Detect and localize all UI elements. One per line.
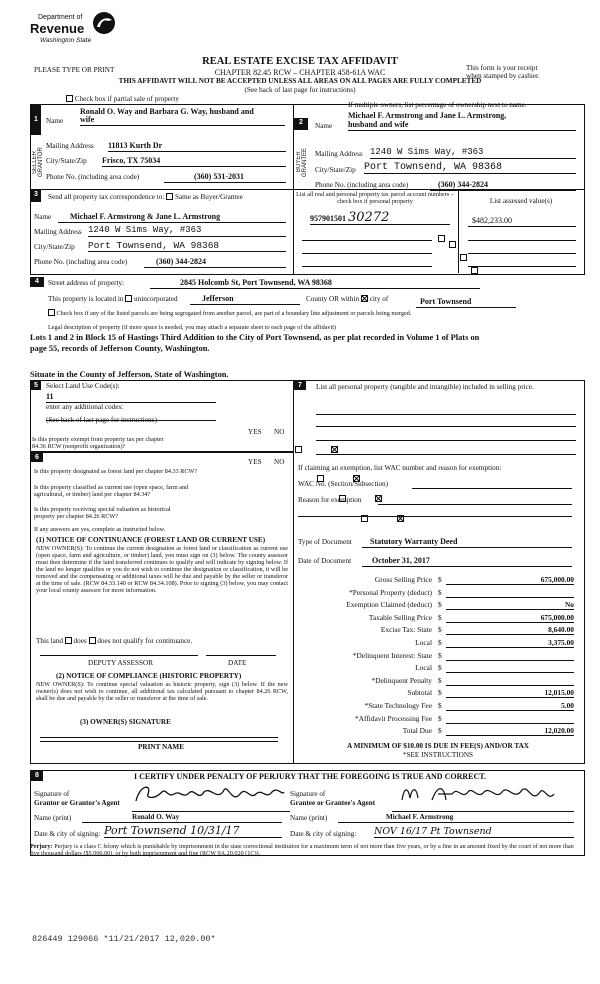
- cashier-stamp: 826449 129066 *11/21/2017 12,020.00*: [32, 934, 216, 944]
- parcel-value-4: [468, 266, 576, 267]
- buyer-name-line1: Michael F. Armstrong and Jane L. Armstrong,: [348, 111, 507, 120]
- s6-no: NO: [274, 458, 285, 466]
- corr-name: Michael F. Armstrong & Jane L. Armstrong: [58, 212, 286, 223]
- same-as-buyer-label: Same as Buyer/Grantee: [174, 193, 243, 201]
- this-land-label: This land: [36, 637, 63, 645]
- owner-sig-label: (3) OWNER(S) SIGNATURE: [80, 718, 171, 726]
- segregated-row: [48, 309, 588, 317]
- financial-row: [296, 713, 580, 726]
- grantee-name-label: Name (print): [290, 814, 328, 822]
- section-1-badge: 1: [31, 105, 41, 135]
- s6-yes: YES: [248, 458, 262, 466]
- financial-value: 12,020.00: [446, 725, 574, 736]
- financial-value: 8,640.00: [446, 624, 574, 635]
- street-address: 2845 Holcomb St, Port Townsend, WA 98368: [150, 278, 480, 289]
- parcel-row-3: [302, 253, 432, 254]
- section-6-badge: 6: [31, 453, 43, 462]
- grantor-date-label: Date & city of signing:: [34, 830, 101, 838]
- financial-dollar: $: [438, 663, 442, 673]
- partial-sale-row: [66, 95, 179, 104]
- doc-date-label: Date of Document: [298, 557, 352, 565]
- section-7-badge: 7: [294, 381, 306, 390]
- perjury-note: [30, 843, 582, 857]
- parcel-row-1: [310, 210, 450, 225]
- financial-dollar: $: [438, 575, 442, 584]
- buyer-city: Port Townsend, WA 98368: [364, 163, 576, 174]
- dor-logo: [30, 8, 122, 52]
- personal-property-line-4: [316, 454, 576, 455]
- logo-dept-line2: Revenue: [30, 21, 85, 36]
- parcel-row-2: [302, 240, 432, 241]
- financial-label: *Personal Property (deduct): [349, 587, 432, 597]
- buyer-vlabel: BUYER GRANTEE: [296, 147, 308, 177]
- financial-dollar: $: [438, 675, 442, 685]
- financial-label: Taxable Selling Price: [368, 612, 432, 622]
- print-name-line: [40, 741, 278, 742]
- buyer-mailing-label: Mailing Address: [315, 150, 363, 158]
- wac-line: [412, 488, 572, 489]
- financial-dollar: $: [438, 713, 442, 723]
- section-3-badge: 3: [31, 190, 41, 202]
- parcel-1-handwritten: 30272: [348, 210, 390, 225]
- financial-value: [446, 713, 574, 724]
- same-as-buyer-checkbox[interactable]: [166, 193, 173, 200]
- parcel-4-personal-checkbox[interactable]: [471, 267, 478, 274]
- grantor-name-label: Name (print): [34, 814, 72, 822]
- financial-label: Gross Selling Price: [374, 575, 432, 584]
- grantee-signature-mark: [392, 782, 572, 806]
- grantor-signature: [132, 782, 290, 812]
- financial-label: *Affidavit Processing Fee: [354, 713, 432, 723]
- seller-name-label: Name: [46, 117, 64, 125]
- seller-name-line1: Ronald O. Way and Barbara G. Way, husband and: [80, 107, 254, 116]
- parcel-value-3: [468, 253, 576, 254]
- financial-dollar: $: [438, 600, 442, 610]
- grantee-date-label: Date & city of signing:: [290, 830, 357, 838]
- partial-sale-checkbox[interactable]: [66, 95, 73, 102]
- exemption-label: If claiming an exemption, list WAC number and reason for exemption:: [298, 464, 502, 472]
- financial-dollar: $: [438, 650, 442, 660]
- buyer-phone-label: Phone No. (including area code): [315, 181, 409, 189]
- financial-value: 5.00: [446, 700, 574, 711]
- financial-row: [296, 675, 580, 688]
- land-use-yes: YES: [248, 428, 262, 436]
- doc-date: October 31, 2017: [362, 556, 572, 567]
- correspondence-label: Send all property tax correspondence to:: [48, 193, 165, 201]
- county-or-row: [306, 295, 388, 304]
- financial-dollar: $: [438, 701, 442, 710]
- financial-dollar: $: [438, 625, 442, 635]
- financial-value: 675,000.00: [446, 574, 574, 585]
- perjury-label: Perjury:: [30, 843, 53, 850]
- section-2-badge: 2: [294, 118, 308, 130]
- certify-text: I CERTIFY UNDER PENALTY OF PERJURY THAT THE FOREGOING IS TRUE AND CORRECT.: [133, 772, 486, 781]
- buyer-mailing: 1240 W Sims Way, #363: [370, 148, 576, 159]
- financial-row: [296, 637, 580, 650]
- does-label: does: [73, 637, 87, 645]
- corr-phone: (360) 344-2824: [144, 257, 286, 268]
- financial-row: [296, 574, 580, 587]
- receipt-note-2: when stamped by cashier.: [466, 72, 540, 80]
- personal-property-line-3: [316, 440, 576, 441]
- financial-row: [296, 662, 580, 675]
- corr-mailing: 1240 W Sims Way, #363: [88, 226, 286, 237]
- financial-row: [296, 725, 580, 738]
- financial-label: Exemption Claimed (deduct): [346, 600, 432, 610]
- financial-label: *Delinquent Interest: State: [352, 650, 432, 660]
- parcel-2-personal-checkbox[interactable]: [449, 241, 456, 248]
- corr-city: Port Townsend, WA 98368: [88, 241, 286, 252]
- dor-logo-icon: [90, 10, 118, 36]
- financial-dollar: $: [438, 726, 442, 736]
- seller-vlabel: SELLER GRANTOR: [32, 147, 44, 177]
- perjury-text: Perjury is a class C felony which is punishable by imprisonment in the state correctional institution for a maximum term of not more than five years, or by a fine in an amount fixed by the court of not more than five thousand dollars ($5,000.00), or by both imprisonment and fine (RCW 9A.20.020 (1C)).: [30, 843, 574, 857]
- grantee-name: Michael F. Armstrong: [338, 813, 574, 823]
- buyer-city-label: City/State/Zip: [315, 166, 356, 174]
- grantee-sig-label-1: Signature of: [290, 790, 326, 798]
- land-use-code: 11: [46, 392, 216, 403]
- financial-value: 675,000.00: [446, 612, 574, 623]
- exempt-q1: Is this property exempt from property tax per chapter: [32, 436, 164, 443]
- corr-phone-label: Phone No. (including area code): [34, 258, 128, 266]
- does-checkbox[interactable]: [65, 637, 72, 644]
- financial-value: 3,375.00: [446, 637, 574, 648]
- please-type: PLEASE TYPE OR PRINT: [34, 66, 115, 74]
- corr-name-label: Name: [34, 213, 52, 221]
- does-not-label: does not qualify for continuance.: [97, 637, 193, 645]
- grantor-sig-label-1: Signature of: [34, 790, 70, 798]
- grantee-sig-label-2: Grantee or Grantee's Agent: [290, 799, 376, 807]
- form-title: REAL ESTATE EXCISE TAX AFFIDAVIT: [202, 56, 398, 67]
- correspondence-row: [48, 193, 243, 202]
- financial-label: Excise Tax: State: [380, 625, 432, 635]
- parcel-1-number: 957901501: [310, 214, 346, 223]
- parcel-1-value: $482,233.00: [468, 216, 576, 227]
- logo-dept-line1: Department of: [38, 14, 83, 21]
- multiple-owners-note: If multiple owners, list percentage of ownership next to name.: [348, 101, 527, 109]
- financial-row: [296, 700, 580, 713]
- financial-label: Total Due: [402, 726, 432, 736]
- notice1-body: NEW OWNER(S): To continue the current designation as forest land or classification as current use (open space, farm and agriculture, or timber) land, you must sign on (3) below. The county assessor must then determine if the land transferred continues to qualify and will indicate by signing below. If the land no longer qualifies or you do not wish to continue the designation or classification, it will be removed and the compensating or additional taxes will be due and payable by the seller or transferor at the time of sale. (RCW 84.33.140 or RCW 84.34.108). Prior to signing (3) below, you may contact your local county assessor for more information.: [36, 545, 288, 594]
- property-county: Jefferson: [190, 294, 300, 305]
- street-label: Street address of property:: [48, 279, 125, 287]
- financial-dollar: $: [438, 587, 442, 597]
- s6-q3a: Is this property receiving special valuation as historical: [34, 506, 171, 513]
- s6-if-yes: If any answers are yes, complete as instructed below.: [34, 526, 166, 533]
- deputy-label: DEPUTY ASSESSOR: [88, 659, 154, 667]
- s7-label: List all personal property (tangible and intangible) included in selling price.: [316, 383, 534, 391]
- seller-city-label: City/State/Zip: [46, 157, 87, 165]
- financial-dollar: $: [438, 638, 442, 647]
- financial-value: No: [446, 599, 574, 610]
- financial-row: [296, 687, 580, 700]
- financial-label: Subtotal: [407, 688, 432, 698]
- property-city: Port Townsend: [416, 297, 516, 308]
- financial-dollar: $: [438, 612, 442, 622]
- reason-label: Reason for exemption: [298, 496, 362, 504]
- financial-dollar: $: [438, 688, 442, 698]
- financial-label: Local: [415, 638, 432, 647]
- situate-line: Situate in the County of Jefferson, State of Washington.: [30, 370, 229, 379]
- buyer-name-line2: husband and wife: [348, 120, 576, 131]
- land-use-additional: enter any additional codes:: [46, 403, 124, 411]
- min-fee-note: A MINIMUM OF $10.00 IS DUE IN FEE(S) AND/OR TAX: [347, 742, 529, 750]
- financial-value: [446, 675, 574, 686]
- parcels-header: List all real and personal property tax parcel account numbers – check box if personal property: [296, 191, 454, 205]
- s6-q2b: agricultural, or timber) land per chapter 84.34?: [34, 491, 151, 498]
- partial-sale-label: Check box if partial sale of property: [74, 95, 179, 103]
- financial-value: [446, 650, 574, 661]
- section-5-badge: 5: [31, 381, 41, 390]
- financial-row: [296, 612, 580, 625]
- does-not-checkbox[interactable]: [89, 637, 96, 644]
- parcel-3-personal-checkbox[interactable]: [460, 254, 467, 261]
- reason-line-2: [298, 516, 572, 517]
- financial-value: [446, 587, 574, 598]
- financial-row: [296, 599, 580, 612]
- land-use-no: NO: [274, 428, 285, 436]
- owner-sig-line: [40, 737, 278, 738]
- city-of-label: city of: [369, 295, 389, 303]
- personal-property-line-1: [316, 414, 576, 415]
- seller-name-line2: wife: [80, 115, 285, 126]
- financial-label: *State Technology Fee: [364, 701, 432, 710]
- print-name-label: PRINT NAME: [138, 743, 184, 751]
- deputy-date-line: [206, 655, 276, 656]
- see-back-note: (See back of last page for instructions): [244, 86, 356, 94]
- financial-row: [296, 587, 580, 600]
- exempt-q2: 84.36 RCW (nonprofit organization)?: [32, 443, 126, 450]
- segregated-checkbox[interactable]: [48, 309, 55, 316]
- chapter-line: CHAPTER 82.45 RCW – CHAPTER 458-61A WAC: [214, 68, 386, 77]
- segregated-label: Check box if any of the listed parcels are being segregated from another parcel, are part of a boundary line adjustment or parcels being merged.: [56, 310, 412, 317]
- financial-label: *Delinquent Penalty: [371, 675, 432, 685]
- financial-value: [446, 662, 574, 673]
- buyer-phone: (360) 344-2824: [430, 180, 576, 191]
- grantor-sig-label-2: Grantor or Grantor's Agent: [34, 799, 120, 807]
- parcel-value-2: [468, 240, 576, 241]
- reason-line-1: [378, 504, 572, 505]
- located-label: This property is located in: [48, 295, 124, 303]
- seller-mailing: 11813 Kurth Dr: [108, 141, 286, 152]
- parcel-1-personal-checkbox[interactable]: [438, 235, 445, 242]
- s6-q3b: property per chapter 84.26 RCW?: [34, 513, 119, 520]
- land-use-label: Select Land Use Code(s):: [46, 382, 120, 390]
- unincorporated-label: unincorporated: [134, 295, 178, 303]
- logo-dept-line3: Washington State: [40, 37, 92, 44]
- grantor-signature-mark: [132, 782, 288, 806]
- seller-phone-label: Phone No. (including area code): [46, 173, 140, 181]
- legal-line-1: Lots 1 and 2 in Block 15 of Hastings Third Addition to the City of Port Townsend, as per plat recorded in Volume 1 of Plats on: [30, 333, 480, 342]
- doc-type-label: Type of Document: [298, 538, 352, 546]
- grantee-date-city: NOV 16/17 Pt Townsend: [374, 826, 574, 838]
- county-or-label: County OR within: [306, 295, 360, 303]
- assessed-value-header: List assessed value(s): [489, 197, 553, 205]
- seller-city: Frisco, TX 75034: [102, 156, 286, 167]
- financial-row: [296, 624, 580, 637]
- doc-type: Statutory Warranty Deed: [362, 537, 572, 548]
- grantor-name: Ronald O. Way: [82, 813, 282, 823]
- buyer-name-label: Name: [315, 122, 333, 130]
- section-8-badge: 8: [31, 771, 43, 781]
- seller-phone: (360) 531-2031: [164, 172, 286, 183]
- land-use-see-back: (See back of last page for instructions): [46, 416, 157, 424]
- section-4-badge: 4: [30, 277, 44, 287]
- notice2-body: NEW OWNER(S): To continue special valuation as historic property, sign (3) below. If the new owner(s) does not wish to continue, all additional tax calculated pursuant to chapter 84.26 RCW, shall be due and payable by the seller or transferor at the time of sale.: [36, 681, 288, 702]
- financial-row: [296, 650, 580, 663]
- notice1-title: (1) NOTICE OF CONTINUANCE (FOREST LAND OR CURRENT USE): [36, 536, 266, 544]
- financial-label: Local: [415, 663, 432, 673]
- corr-city-label: City/State/Zip: [34, 243, 75, 251]
- grantee-signature: [392, 782, 574, 812]
- receipt-note-1: This form is your receipt: [466, 64, 538, 72]
- parcel-row-4: [302, 266, 432, 267]
- this-land-row: [36, 637, 192, 646]
- warning-line: THIS AFFIDAVIT WILL NOT BE ACCEPTED UNLESS ALL AREAS ON ALL PAGES ARE FULLY COMPLETED: [118, 77, 482, 85]
- unincorporated-checkbox[interactable]: [125, 295, 132, 302]
- wac-label: WAC No. (Section/Subsection): [298, 480, 389, 488]
- legal-label: Legal description of property (if more space is needed, you may attach a separate sheet to each page of the affidavit): [48, 324, 336, 331]
- see-instructions: *SEE INSTRUCTIONS: [402, 751, 474, 759]
- corr-mailing-label: Mailing Address: [34, 228, 82, 236]
- deputy-sig-line: [40, 655, 198, 656]
- notice2-title: (2) NOTICE OF COMPLIANCE (HISTORIC PROPERTY): [56, 672, 242, 680]
- personal-property-line-2: [316, 426, 576, 427]
- seller-mailing-label: Mailing Address: [46, 142, 94, 150]
- grantor-date-city: Port Townsend 10/31/17: [104, 824, 282, 838]
- s6-q1: Is this property designated as forest land per chapter 84.33 RCW?: [34, 468, 198, 475]
- parcels-divider: [458, 189, 459, 273]
- within-city-checkbox[interactable]: [361, 295, 368, 302]
- deputy-date-label: DATE: [228, 659, 247, 667]
- financial-value: 12,015.00: [446, 687, 574, 698]
- s6-q2a: Is this property classified as current use (open space, farm and: [34, 484, 189, 491]
- legal-line-2: page 55, records of Jefferson County, Washington.: [30, 344, 210, 353]
